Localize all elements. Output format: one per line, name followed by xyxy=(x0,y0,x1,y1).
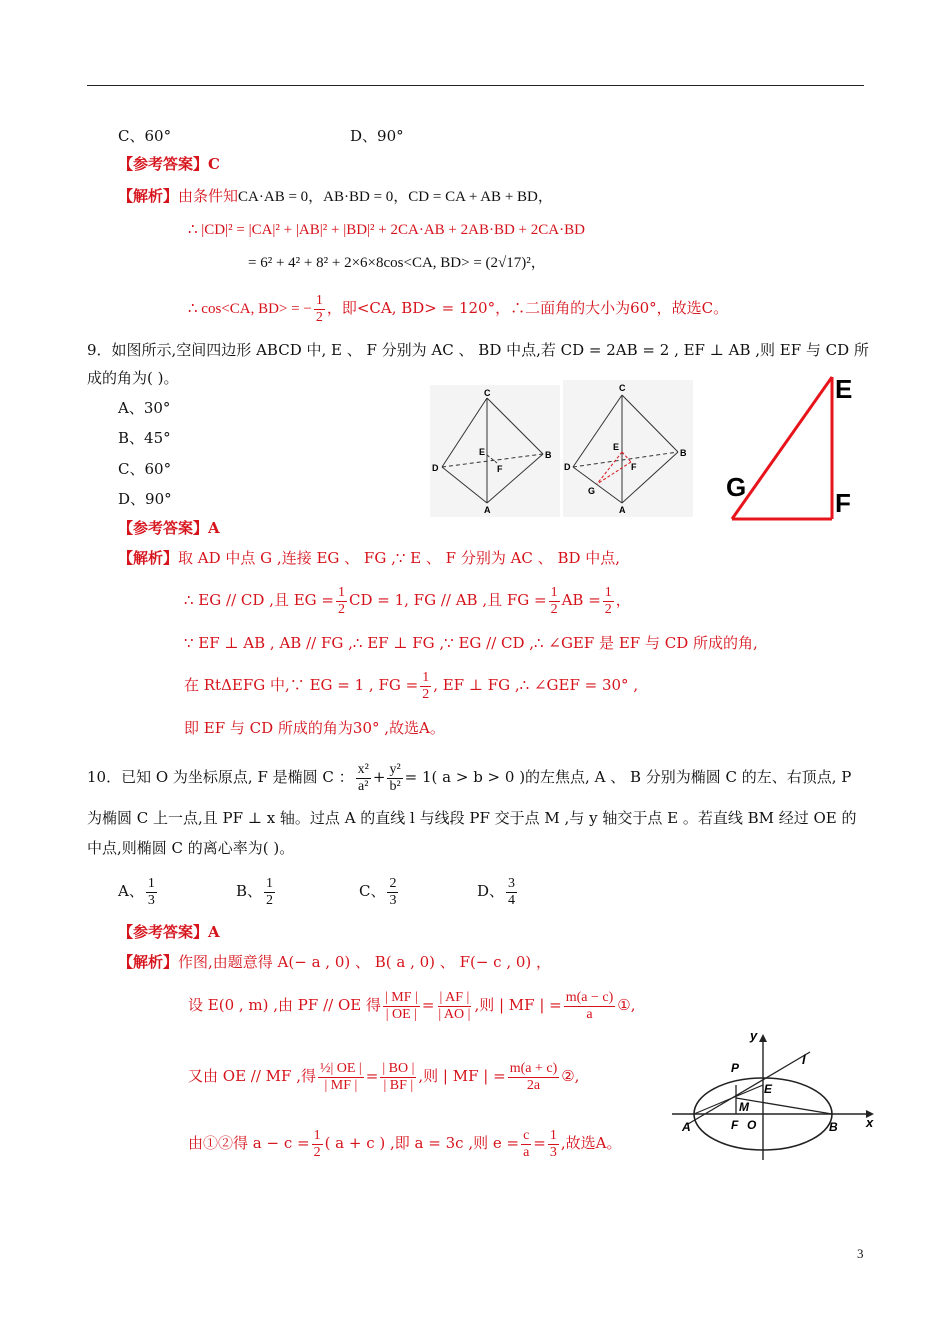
q9-fig2-label-a: A xyxy=(619,505,626,515)
q8-solution-math1: CA·AB = 0，AB·BD = 0，CD = CA + AB + BD， xyxy=(238,189,553,205)
q10-solution-line1 xyxy=(118,952,551,972)
q8-solution-intro: 由条件知 xyxy=(178,187,239,205)
q9-solution-text1: 取 AD 中点 G ,连接 EG 、 FG ,∵ E 、 F 分别为 AC 、 BD 中点, xyxy=(178,549,621,567)
q10-solution-line2: 设 E(0 , m) ,由 PF // OE 得 $\frac{| MF |}{| OE |}$ = $\frac{| AF |}{| AO |}$ ,则 | MF | = $\frac{m(a - c)}{a}$ ①, xyxy=(188,989,636,1022)
q10-fig-label-x: x xyxy=(866,1115,874,1130)
q10-option-b: B、 $\frac{1}{2}$ xyxy=(236,875,274,908)
q9-stem-line2: 成的角为( )。 xyxy=(87,369,179,387)
q8-solution-line1 xyxy=(118,186,553,207)
q9-option-a: A、30° xyxy=(118,399,171,417)
q9-fig2-label-b: B xyxy=(680,448,687,458)
q8-analysis-label: 【解析】 xyxy=(118,187,179,205)
q9-solution-line3: ∵ EF ⊥ AB , AB // FG ,∴ EF ⊥ FG ,∵ EG // CD ,∴ ∠GEF 是 EF 与 CD 所成的角, xyxy=(184,634,758,652)
q9-option-d: D、90° xyxy=(118,490,172,508)
q9-fig1-label-d: D xyxy=(432,463,439,473)
q10-solution-text1: 作图,由题意得 A(− a , 0) 、 B( a , 0) 、 F(− c , 0) ， xyxy=(178,953,552,971)
q10-ellipse-figure xyxy=(668,1030,883,1170)
q10-stem-line2: 为椭圆 C 上一点,且 PF ⊥ x 轴。过点 A 的直线 l 与线段 PF 交于点 M ,与 y 轴交于点 E 。若直线 BM 经过 OE 的 xyxy=(87,809,857,827)
q9-fig1-label-b: B xyxy=(545,450,552,460)
q10-option-a: A、 $\frac{1}{3}$ xyxy=(118,875,155,908)
q9-fig2-label-e: E xyxy=(613,442,620,452)
q9-analysis-label: 【解析】 xyxy=(118,549,179,567)
q9-triangle-label-g: G xyxy=(726,472,747,502)
q8-option-d: D、90° xyxy=(350,127,404,145)
q10-stem-line3: 中点,则椭圆 C 的离心率为( )。 xyxy=(87,839,295,857)
q9-fig1-label-a: A xyxy=(484,505,491,515)
q9-triangle-label-f: F xyxy=(835,488,851,518)
q9-solution-line1 xyxy=(118,548,620,568)
q8-cos-expr: ∴ cos<CA, BD> = − xyxy=(188,301,312,317)
q9-fig1-label-f: F xyxy=(497,464,503,474)
q9-fig2-label-g: G xyxy=(588,486,596,496)
q9-solution-line4: 在 RtΔEFG 中,∵ EG = 1 , FG = $\frac{1}{2}$ , EF ⊥ FG ,∴ ∠GEF = 30° , xyxy=(184,669,639,702)
q10-solution-line4: 由①②得 a − c = $\frac{1}{2}$ ( a + c ) ,即 a = 3c ,则 e = $\frac{c}{a}$ = $\frac{1}{3}$ ,故选A。 xyxy=(188,1127,622,1160)
q9-right-triangle-figure xyxy=(720,372,860,532)
q9-option-b: B、45° xyxy=(118,429,171,447)
q9-stem-line1: 9．如图所示,空间四边形 ABCD 中, E 、 F 分别为 AC 、 BD 中点,若 CD = 2AB = 2 , EF ⊥ AB ,则 EF 与 CD 所 xyxy=(87,341,869,359)
page-number: 3 xyxy=(857,1246,864,1261)
q8-solution-line2: ∴ |CD|² = |CA|² + |AB|² + |BD|² + 2CA·AB + 2AB·BD + 2CA·BD xyxy=(188,222,585,238)
q10-fig-label-b: B xyxy=(829,1120,838,1134)
q9-tetrahedron-figure xyxy=(430,385,560,517)
q9-fig1-label-e: E xyxy=(479,447,486,457)
q10-fig-label-p: P xyxy=(731,1061,740,1075)
q10-fig-label-o: O xyxy=(747,1118,757,1132)
q8-solution-line3: = 6² + 4² + 8² + 2×6×8cos<CA, BD> = (2√17)²， xyxy=(248,255,546,271)
q8-answer: 【参考答案】C xyxy=(118,155,220,173)
q10-options xyxy=(118,870,519,912)
q10-fig-label-a: A xyxy=(682,1120,691,1134)
q9-option-c: C、60° xyxy=(118,460,172,478)
q10-answer: 【参考答案】A xyxy=(118,923,220,941)
q9-answer: 【参考答案】A xyxy=(118,519,220,537)
q10-option-d: D、 $\frac{3}{4}$ xyxy=(477,875,516,908)
q10-option-c: C、 $\frac{2}{3}$ xyxy=(359,875,397,908)
q9-fig2-label-f: F xyxy=(631,462,637,472)
q10-analysis-label: 【解析】 xyxy=(118,953,179,971)
q10-fig-label-e: E xyxy=(764,1082,773,1096)
q8-half-fraction: $\frac{1}{2}$ xyxy=(315,292,323,325)
q9-solution-line5: 即 EF 与 CD 所成的角为30° ,故选A。 xyxy=(184,719,445,737)
q10-fig-label-y: y xyxy=(750,1030,758,1043)
q8-solution-line4 xyxy=(188,288,728,329)
q9-fig2-label-d: D xyxy=(564,462,571,472)
q9-tetrahedron-aux-figure xyxy=(563,380,693,517)
q10-fig-label-f: F xyxy=(731,1118,739,1132)
q10-stem-line1: 10．已知 O 为坐标原点, F 是椭圆 C ： $\frac{\text{x²}}{\text{a²}}$ + $\frac{\text{y²}}{\text{b²}}$ = 1( a > b > 0 )的左焦点, A 、 B 分别为椭圆 C 的左、右顶点, P xyxy=(87,761,852,794)
q10-solution-line3: 又由 OE // MF ,得 $\frac{\text{½| OE |}}{| MF |}$ = $\frac{| BO |}{| BF |}$ ,则 | MF | = $\frac{m(a + c)}{2a}$ ②, xyxy=(188,1060,580,1093)
q9-fig2-label-c: C xyxy=(619,383,626,393)
q9-fig1-label-c: C xyxy=(484,388,491,398)
q9-triangle-label-e: E xyxy=(835,374,853,404)
q10-fig-label-l: l xyxy=(802,1052,806,1067)
q9-solution-line2: ∴ EG // CD ,且 EG = $\frac{1}{2}$ CD = 1, FG // AB ,且 FG = $\frac{1}{2}$ AB = $\frac{1}{2}$ ， xyxy=(184,584,631,617)
q8-conclusion: ，即<CA, BD> = 120°，∴二面角的大小为60°，故选C。 xyxy=(326,299,729,317)
q8-option-c: C、60° xyxy=(118,127,172,145)
header-rule xyxy=(87,85,864,86)
q10-fig-label-m: M xyxy=(739,1100,749,1114)
